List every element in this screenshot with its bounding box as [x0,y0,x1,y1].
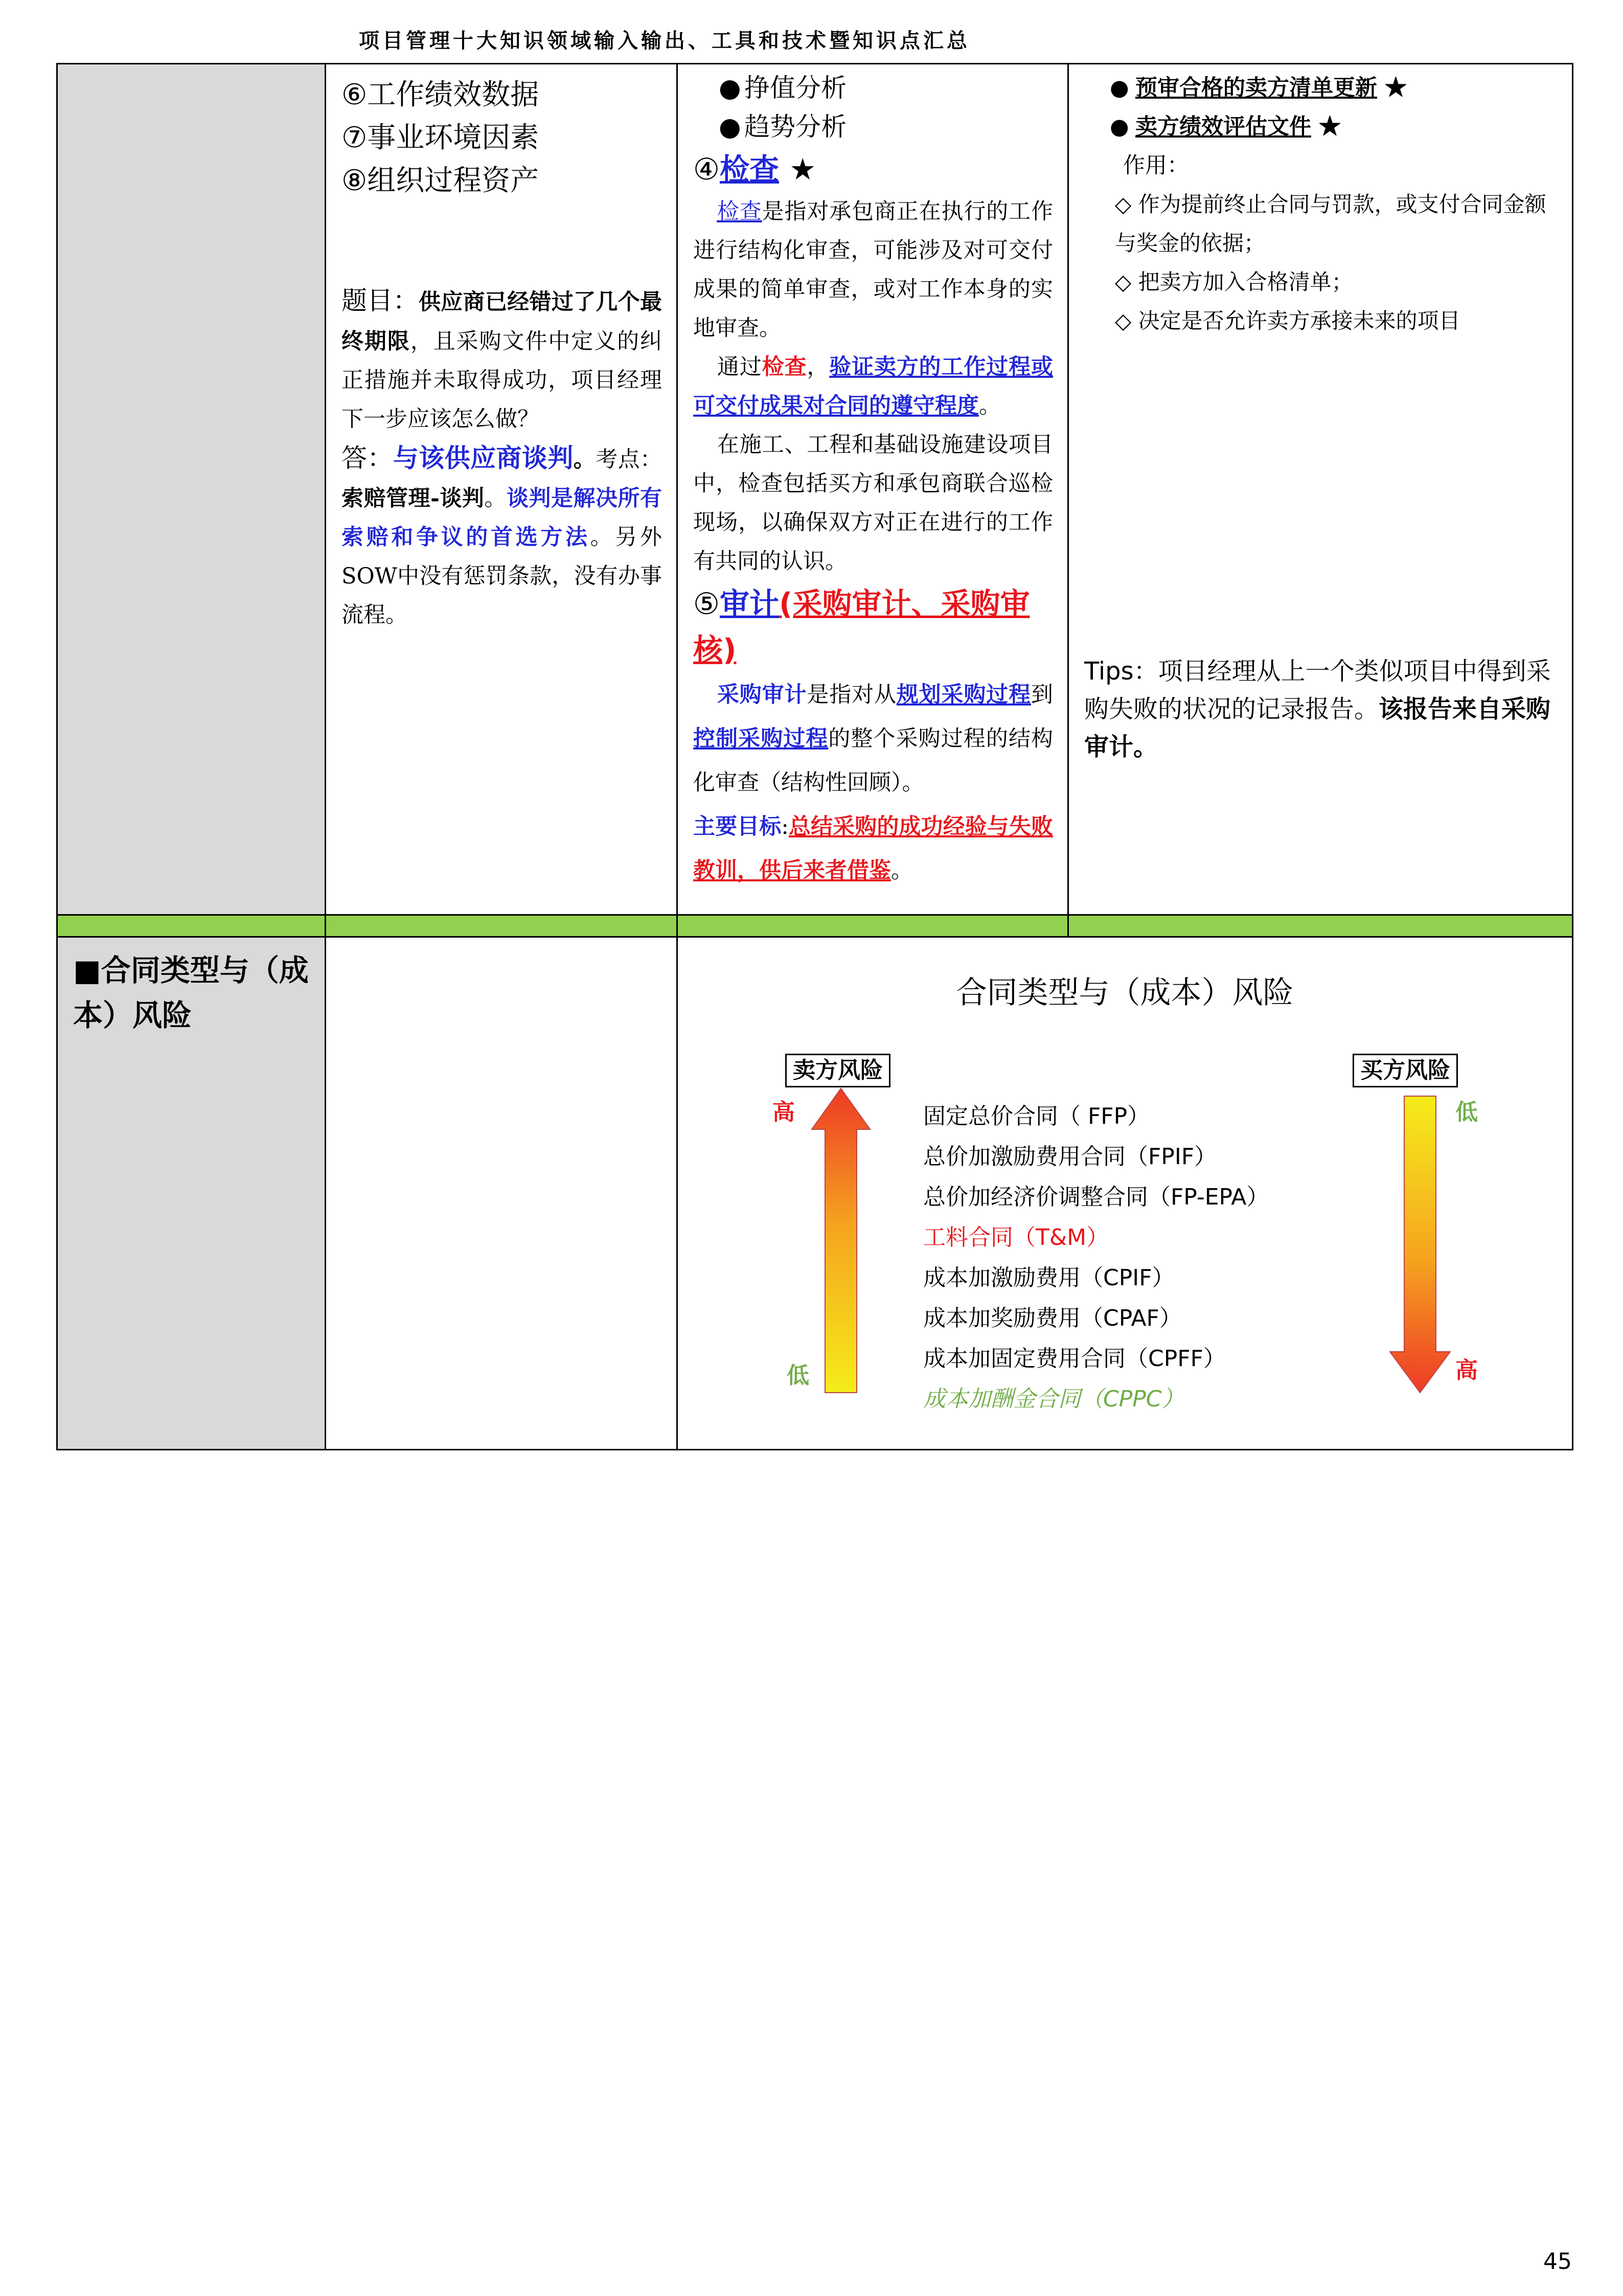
divider-row [57,915,1573,937]
item-work-performance-data: ⑥工作绩效数据 [341,78,539,111]
audit-definition: 采购审计是指对从规划采购过程到控制采购过程的整个采购过程的结构化审查（结构性回顾）。 [693,682,1054,795]
knowledge-table [56,63,1573,1450]
contract-ffp: 固定总价合同（ FFP） [923,1103,1150,1129]
diagram-title: 合同类型与（成本）风险 [956,975,1294,1011]
audit-heading: ⑤审计(采购审计、采购审核) [693,586,1030,667]
contract-cpif: 成本加激励费用（CPIF） [923,1265,1175,1291]
buyer-low-label: 低 [1455,1099,1478,1125]
contract-risk-diagram [678,938,1572,1444]
tips-paragraph: Tips：项目经理从上一个类似项目中得到采购失败的状况的记录报告。该报告来自采购审计。 [1084,657,1551,761]
bullet-seller-performance: ● 卖方绩效评估文件 ★ [1110,114,1341,140]
seller-risk-arrow [812,1088,870,1393]
outputs-cell [326,64,677,915]
page-header: 项目管理十大知识领域输入输出、工具和技术暨知识点汇总 [359,29,970,53]
inspection-heading: ④检查 ★ [693,152,816,187]
page-number: 45 [1543,2248,1572,2275]
contract-fp-epa: 总价加经济价调整合同（FP-EPA） [923,1184,1269,1210]
seller-high-label: 高 [772,1099,795,1125]
diagram-cell [677,937,1573,1450]
category-cell [57,64,326,915]
outputs-detail-cell [1068,64,1573,915]
usage-item: ◇ 决定是否允许卖方承接未来的项目 [1115,308,1460,333]
usage-label: 作用： [1123,153,1189,178]
buyer-risk-arrow [1390,1096,1450,1393]
item-enterprise-environmental-factors: ⑦事业环境因素 [341,121,539,154]
audit-goal: 主要目标:总结采购的成功经验与失败教训，供后来者借鉴。 [693,814,1053,883]
question-paragraph: 题目：供应商已经错过了几个最终期限，且采购文件中定义的纠正措施并未取得成功，项目经理下一步应该怎么做？ [341,286,662,432]
usage-item: ◇ 把卖方加入合格清单； [1115,269,1353,294]
inspection-construction: 在施工、工程和基础设施建设项目中，检查包括买方和承包商联合巡检现场，以确保双方对正在进行的工作有共同的认识。 [693,432,1053,574]
seller-risk-label: 卖方风险 [785,1054,890,1087]
contract-cpaf: 成本加奖励费用（CPAF） [923,1305,1182,1331]
tools-cell [677,64,1068,915]
seller-low-label: 低 [787,1362,809,1389]
buyer-risk-label: 买方风险 [1353,1054,1458,1087]
table-row [57,937,1573,1450]
contract-cppc: 成本加酬金合同（CPPC） [923,1386,1184,1412]
usage-item: ◇ 作为提前终止合同与罚款，或支付合同金额与奖金的依据； [1115,192,1546,256]
section-title: ■合同类型与（成本）风险 [73,953,309,1033]
bullet-qualified-seller-list: ● 预审合格的卖方清单更新 ★ [1110,75,1407,101]
bullet-trend-analysis: ● 趋势分析 [719,112,847,142]
inspection-purpose: 通过检查，验证卖方的工作过程或可交付成果对合同的遵守程度。 [693,354,1054,419]
inspection-definition: 检查是指对承包商正在执行的工作进行结构化审查，可能涉及对可交付成果的简单审查，或对工作本身的实地审查。 [693,199,1054,341]
buyer-high-label: 高 [1455,1357,1478,1383]
table-row [57,64,1573,915]
contract-tm: 工料合同（T&M） [923,1224,1109,1251]
contract-fpif: 总价加激励费用合同（FPIF） [923,1144,1217,1170]
empty-cell [326,937,677,1450]
answer-paragraph: 答：与该供应商谈判。考点：索赔管理-谈判。谈判是解决所有索赔和争议的首选方法。另外SOW中没有惩罚条款，没有办事流程。 [341,443,662,628]
bullet-earned-value: ● 挣值分析 [719,73,847,103]
section-title-cell [57,937,326,1450]
contract-cpff: 成本加固定费用合同（CPFF） [923,1346,1226,1372]
item-organizational-process-assets: ⑧组织过程资产 [341,164,539,197]
